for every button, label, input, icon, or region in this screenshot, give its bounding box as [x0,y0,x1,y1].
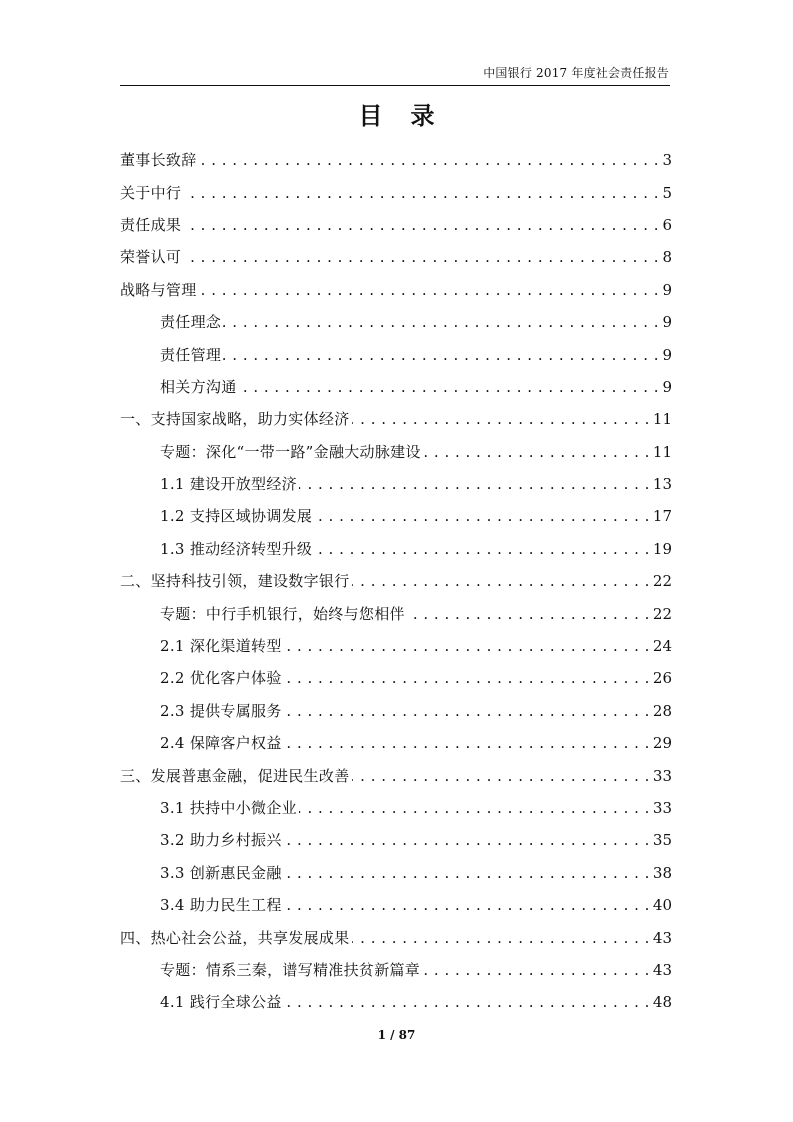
toc-dot-leader [299,798,650,818]
toc-entry[interactable] [120,436,672,468]
toc-entry-page: 13 [652,475,672,494]
toc-entry-label: 2.3 提供专属服务 [160,701,282,720]
toc-entry-page: 29 [652,734,672,753]
toc-entry[interactable] [120,274,672,306]
toc-entry[interactable] [120,986,672,1018]
toc-dot-leader [284,733,650,753]
toc-entry-page: 9 [662,345,672,364]
toc-entry-label: 二、坚持科技引领，建设数字银行 [120,572,350,591]
header-divider [120,85,670,86]
toc-entry-page: 48 [652,993,672,1012]
toc-dot-leader [223,345,659,365]
toc-entry-label: 四、热心社会公益，共享发展成果 [120,928,350,947]
toc-entry-page: 33 [652,766,672,785]
toc-entry-page: 3 [662,151,672,170]
page-title: 目录 [358,102,463,130]
toc-entry[interactable] [120,338,672,370]
toc-entry-page: 35 [652,831,672,850]
page-number: 1 / 87 [377,1028,416,1042]
toc-dot-leader [223,312,659,332]
toc-dot-leader [284,636,650,656]
table-of-contents [120,144,672,1019]
toc-entry-page: 43 [652,960,672,979]
toc-dot-leader [284,992,650,1012]
toc-entry-page: 11 [652,442,672,461]
toc-dot-leader [352,766,650,786]
toc-entry-label: 专题：中行手机银行，始终与您相伴 [160,604,405,623]
toc-entry-page: 17 [652,507,672,526]
toc-entry[interactable] [120,857,672,889]
toc-entry-label: 1.3 推动经济转型升级 [160,539,313,558]
toc-entry[interactable] [120,727,672,759]
toc-entry-label: 责任成果 [120,215,182,234]
toc-entry[interactable] [120,306,672,338]
toc-dot-leader [299,474,650,494]
toc-entry-page: 9 [662,280,672,299]
toc-dot-leader [352,409,650,429]
toc-entry-page: 22 [652,572,672,591]
toc-entry[interactable] [120,630,672,662]
toc-entry[interactable] [120,597,672,629]
toc-entry-label: 责任管理 [160,345,222,364]
toc-entry-label: 关于中行 [120,183,182,202]
toc-dot-leader [183,215,659,235]
toc-entry-label: 董事长致辞 [120,151,197,170]
toc-entry-label: 专题：情系三秦，谱写精准扶贫新篇章 [160,960,421,979]
toc-entry-label: 3.2 助力乡村振兴 [160,831,282,850]
toc-entry[interactable] [120,144,672,176]
toc-entry[interactable] [120,662,672,694]
toc-entry-label: 专题：深化“一带一路”金融大动脉建设 [160,442,421,461]
toc-dot-leader [284,830,650,850]
toc-entry[interactable] [120,759,672,791]
toc-entry-page: 28 [652,701,672,720]
toc-entry-page: 33 [652,799,672,817]
toc-dot-leader [199,150,659,170]
toc-entry-label: 3.4 助力民生工程 [160,896,282,915]
toc-entry[interactable] [120,500,672,532]
toc-entry-page: 11 [652,410,672,429]
toc-entry[interactable] [120,824,672,856]
toc-entry[interactable] [120,403,672,435]
toc-entry[interactable] [120,921,672,953]
toc-entry-label: 2.4 保障客户权益 [160,734,282,753]
toc-entry-page: 9 [662,313,672,332]
toc-entry-label: 战略与管理 [120,280,197,299]
toc-entry-page: 8 [662,248,672,267]
toc-dot-leader [284,895,650,915]
toc-entry-page: 5 [662,183,672,202]
toc-entry[interactable] [120,533,672,565]
toc-entry[interactable] [120,954,672,986]
report-header-title: 中国银行 2017 年度社会责任报告 [483,66,669,80]
toc-entry-label: 1.1 建设开放型经济 [160,475,297,494]
toc-entry-page: 24 [652,637,672,656]
toc-dot-leader [314,506,650,526]
toc-dot-leader [284,701,650,721]
toc-entry[interactable] [120,468,672,500]
toc-dot-leader [239,377,659,397]
toc-entry-page: 26 [652,669,672,688]
toc-entry-label: 责任理念 [160,313,222,332]
toc-entry-label: 1.2 支持区域协调发展 [160,507,313,526]
toc-entry-page: 22 [652,604,672,623]
toc-entry-label: 4.1 践行全球公益 [160,993,282,1012]
toc-entry-label: 2.1 深化渠道转型 [160,637,282,656]
toc-entry[interactable] [120,371,672,403]
toc-dot-leader [314,539,650,559]
toc-dot-leader [352,928,650,948]
toc-dot-leader [183,247,659,267]
toc-dot-leader [422,960,650,980]
toc-entry-page: 38 [652,863,672,882]
toc-entry[interactable] [120,565,672,597]
toc-entry-page: 40 [652,896,672,915]
toc-entry[interactable] [120,241,672,273]
toc-entry-page: 19 [652,539,672,558]
toc-entry[interactable] [120,695,672,727]
toc-entry[interactable] [120,176,672,208]
toc-entry-label: 3.1 扶持中小微企业 [160,799,297,817]
toc-entry-label: 荣誉认可 [120,248,182,267]
toc-entry-page: 43 [652,928,672,947]
toc-entry-page: 9 [662,377,672,396]
toc-entry-label: 相关方沟通 [160,377,237,396]
toc-dot-leader [423,442,650,462]
toc-dot-leader [183,183,659,203]
toc-dot-leader [284,863,650,883]
toc-entry[interactable] [120,889,672,921]
toc-entry[interactable] [120,792,672,824]
toc-entry-label: 三、发展普惠金融，促进民生改善 [120,766,350,785]
toc-dot-leader [284,668,650,688]
toc-dot-leader [352,571,650,591]
toc-entry-label: 2.2 优化客户体验 [160,669,282,688]
toc-dot-leader [199,280,659,300]
toc-entry-page: 6 [662,215,672,234]
toc-dot-leader [407,604,650,624]
toc-entry-label: 一、支持国家战略，助力实体经济 [120,410,350,429]
toc-entry[interactable] [120,209,672,241]
toc-entry-label: 3.3 创新惠民金融 [160,863,282,882]
